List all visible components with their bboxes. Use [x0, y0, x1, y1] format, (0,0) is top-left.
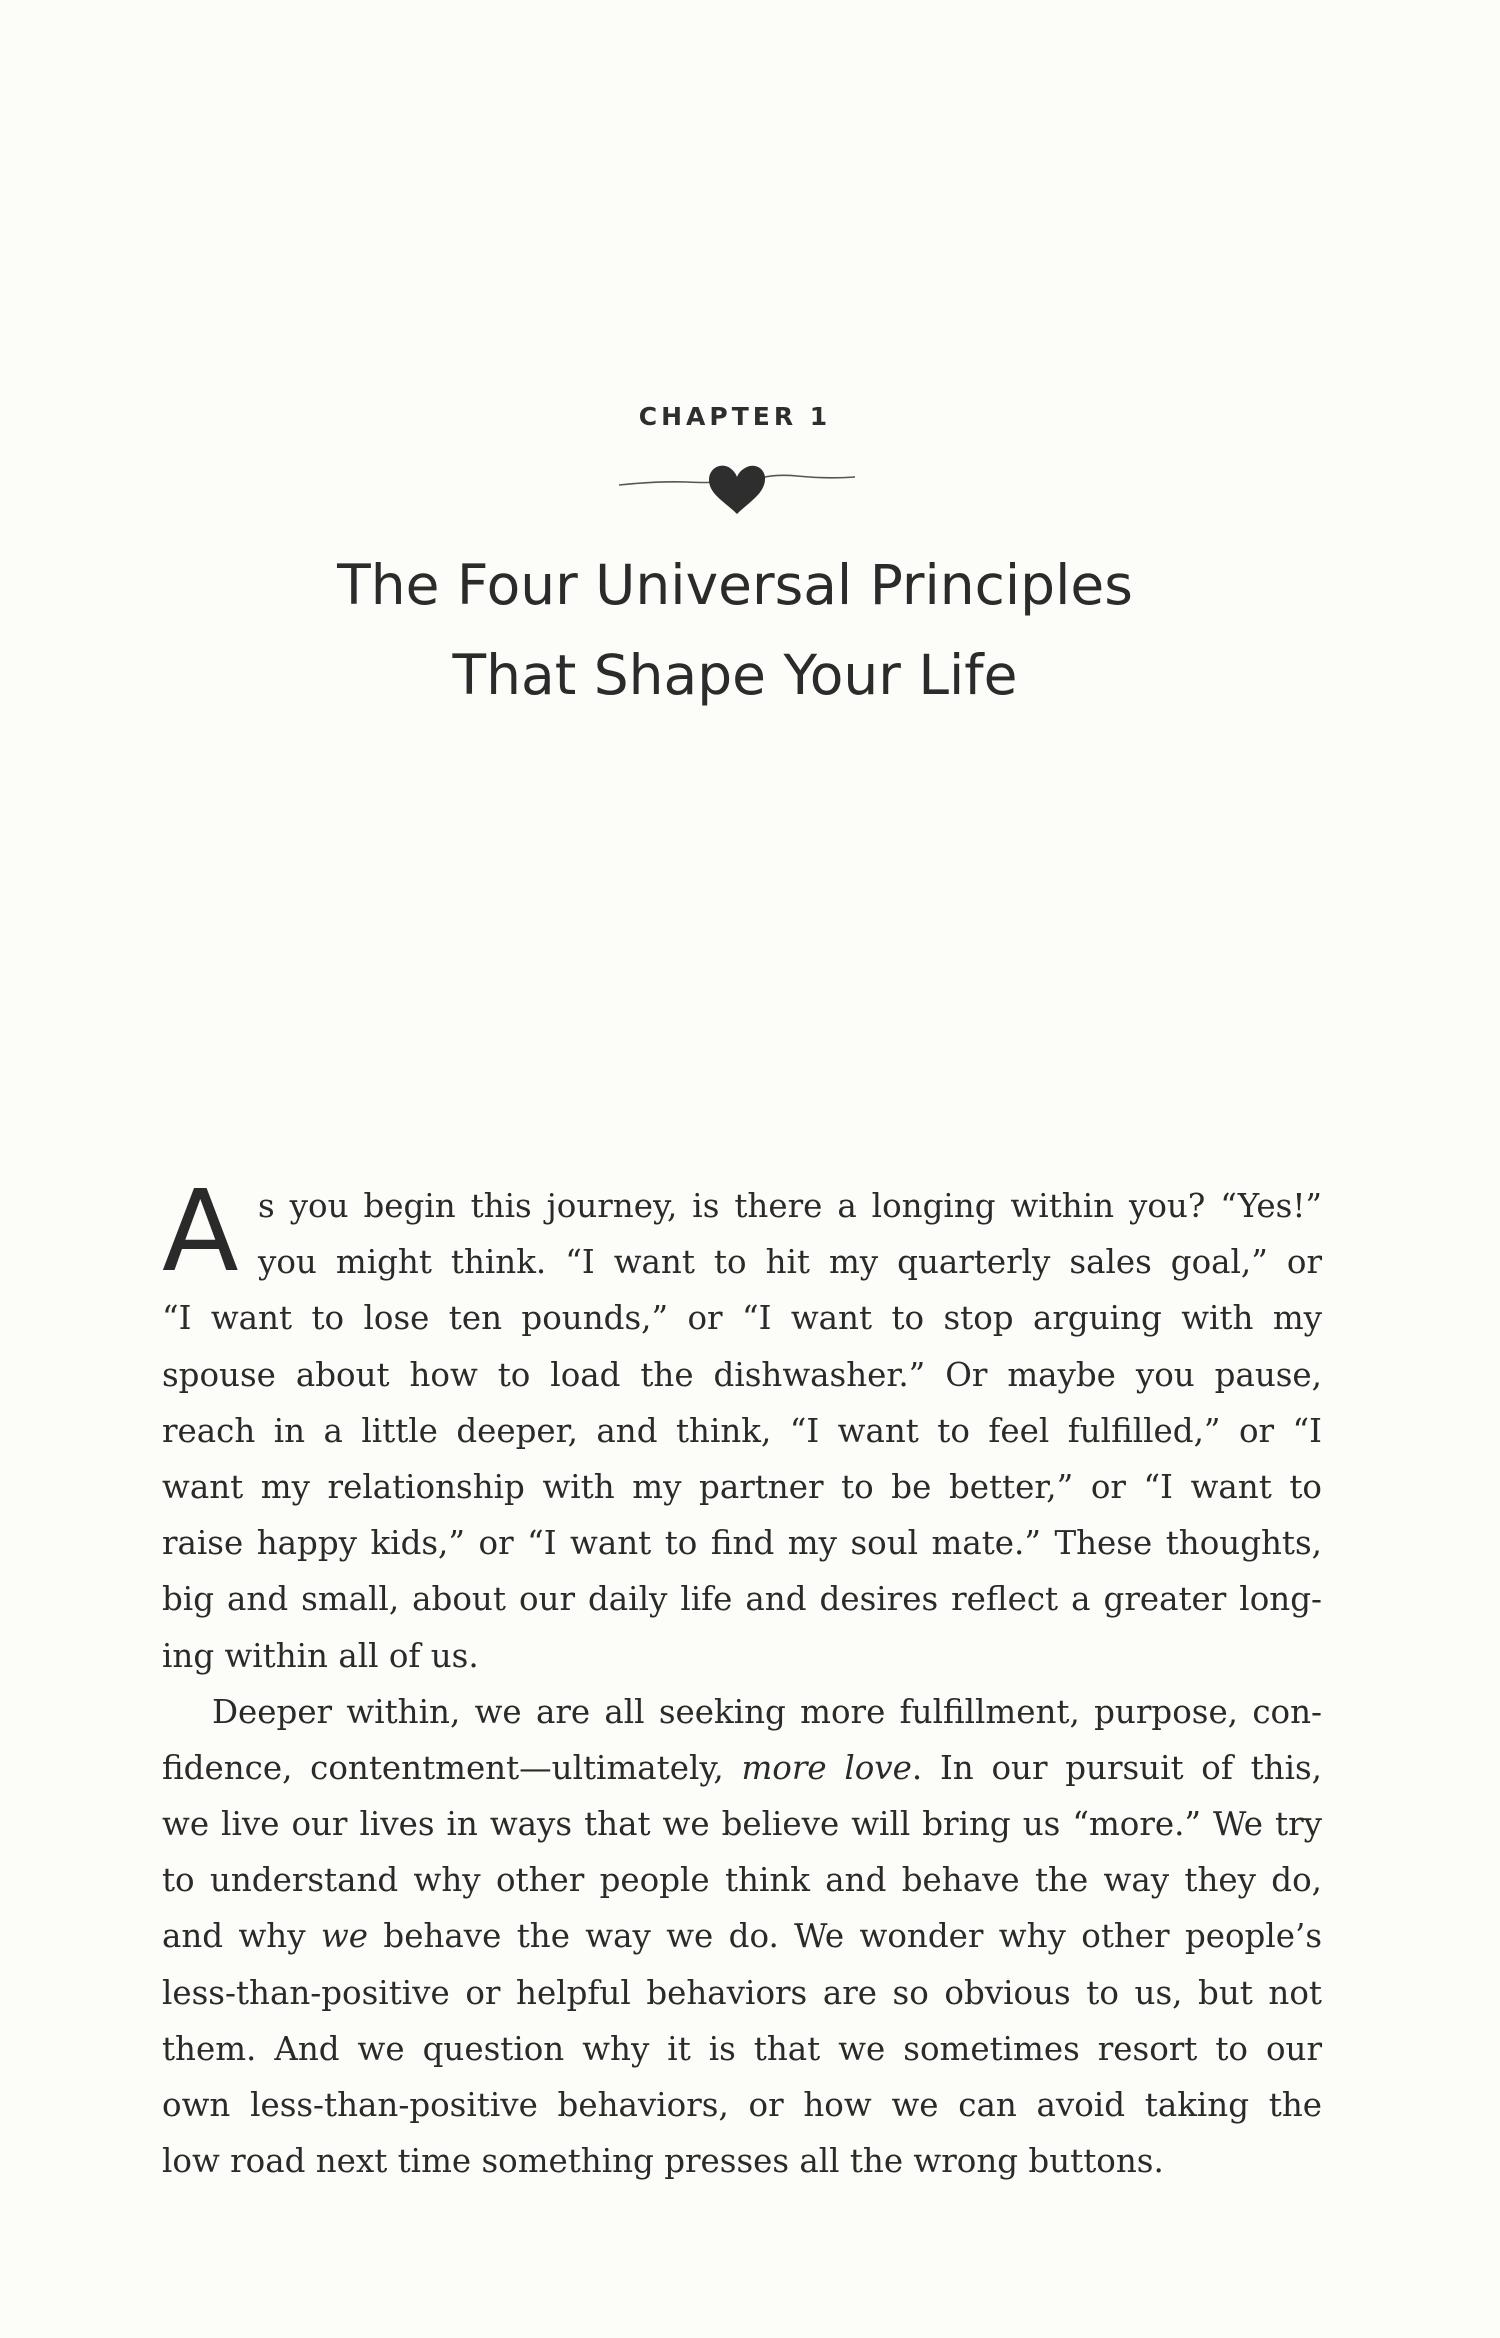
- paragraph-1: [162, 1167, 1322, 1684]
- chapter-title-line-2: That Shape Your Life: [452, 643, 1018, 707]
- text-line: big and small, about our daily life and desires reflect a greater long-: [162, 1580, 1322, 1619]
- text-line: own less-than-positive behaviors, or how we can avoid taking the: [162, 2086, 1322, 2124]
- text-line: spouse about how to load the dishwasher.” Or maybe you pause,: [162, 1355, 1322, 1394]
- text-line: [162, 1908, 1322, 1964]
- text-line: raise happy kids,” or “I want to find my soul mate.” These thoughts,: [162, 1524, 1322, 1563]
- text-line: them. And we question why it is that we sometimes resort to our: [162, 2029, 1322, 2068]
- paragraph-2: [162, 1684, 1322, 2190]
- text-run: and why: [162, 1917, 321, 1956]
- text-line: reach in a little deeper, and think, “I want to feel fulfilled,” or “I: [162, 1411, 1322, 1450]
- text-line: s you begin this journey, is there a longing within you? “Yes!”: [258, 1187, 1322, 1225]
- emphasis-text: more love: [741, 1748, 912, 1787]
- text-line: ing within all of us.: [162, 1636, 479, 1675]
- emphasis-text: we: [320, 1917, 369, 1956]
- text-line: low road next time something presses all the wrong buttons.: [162, 2142, 1164, 2181]
- text-line: Deeper within, we are all seeking more fulfillment, purpose, con-: [212, 1692, 1322, 1731]
- text-run: fidence, contentment—ultimately,: [162, 1748, 742, 1787]
- chapter-label: CHAPTER 1: [638, 402, 832, 431]
- text-line: want my relationship with my partner to be better,” or “I want to: [162, 1467, 1322, 1506]
- drop-cap: A: [162, 1167, 239, 1297]
- text-line: to understand why other people think and behave the way they do,: [162, 1861, 1322, 1900]
- heart-icon: [617, 452, 857, 522]
- chapter-title-line-1: The Four Universal Principles: [337, 553, 1133, 617]
- text-line: [162, 1740, 1322, 1796]
- body-text: [162, 1167, 1322, 2189]
- text-run: . In our pursuit of this,: [911, 1748, 1322, 1787]
- text-line: we live our lives in ways that we believe will bring us “more.” We try: [162, 1805, 1322, 1844]
- chapter-title: [0, 540, 1470, 720]
- text-run: behave the way we do. We wonder why other people’s: [368, 1917, 1322, 1956]
- text-line: you might think. “I want to hit my quarterly sales goal,” or: [258, 1243, 1322, 1282]
- text-line: “I want to lose ten pounds,” or “I want to stop arguing with my: [162, 1299, 1322, 1338]
- text-line: less-than-positive or helpful behaviors are so obvious to us, but not: [162, 1973, 1322, 2012]
